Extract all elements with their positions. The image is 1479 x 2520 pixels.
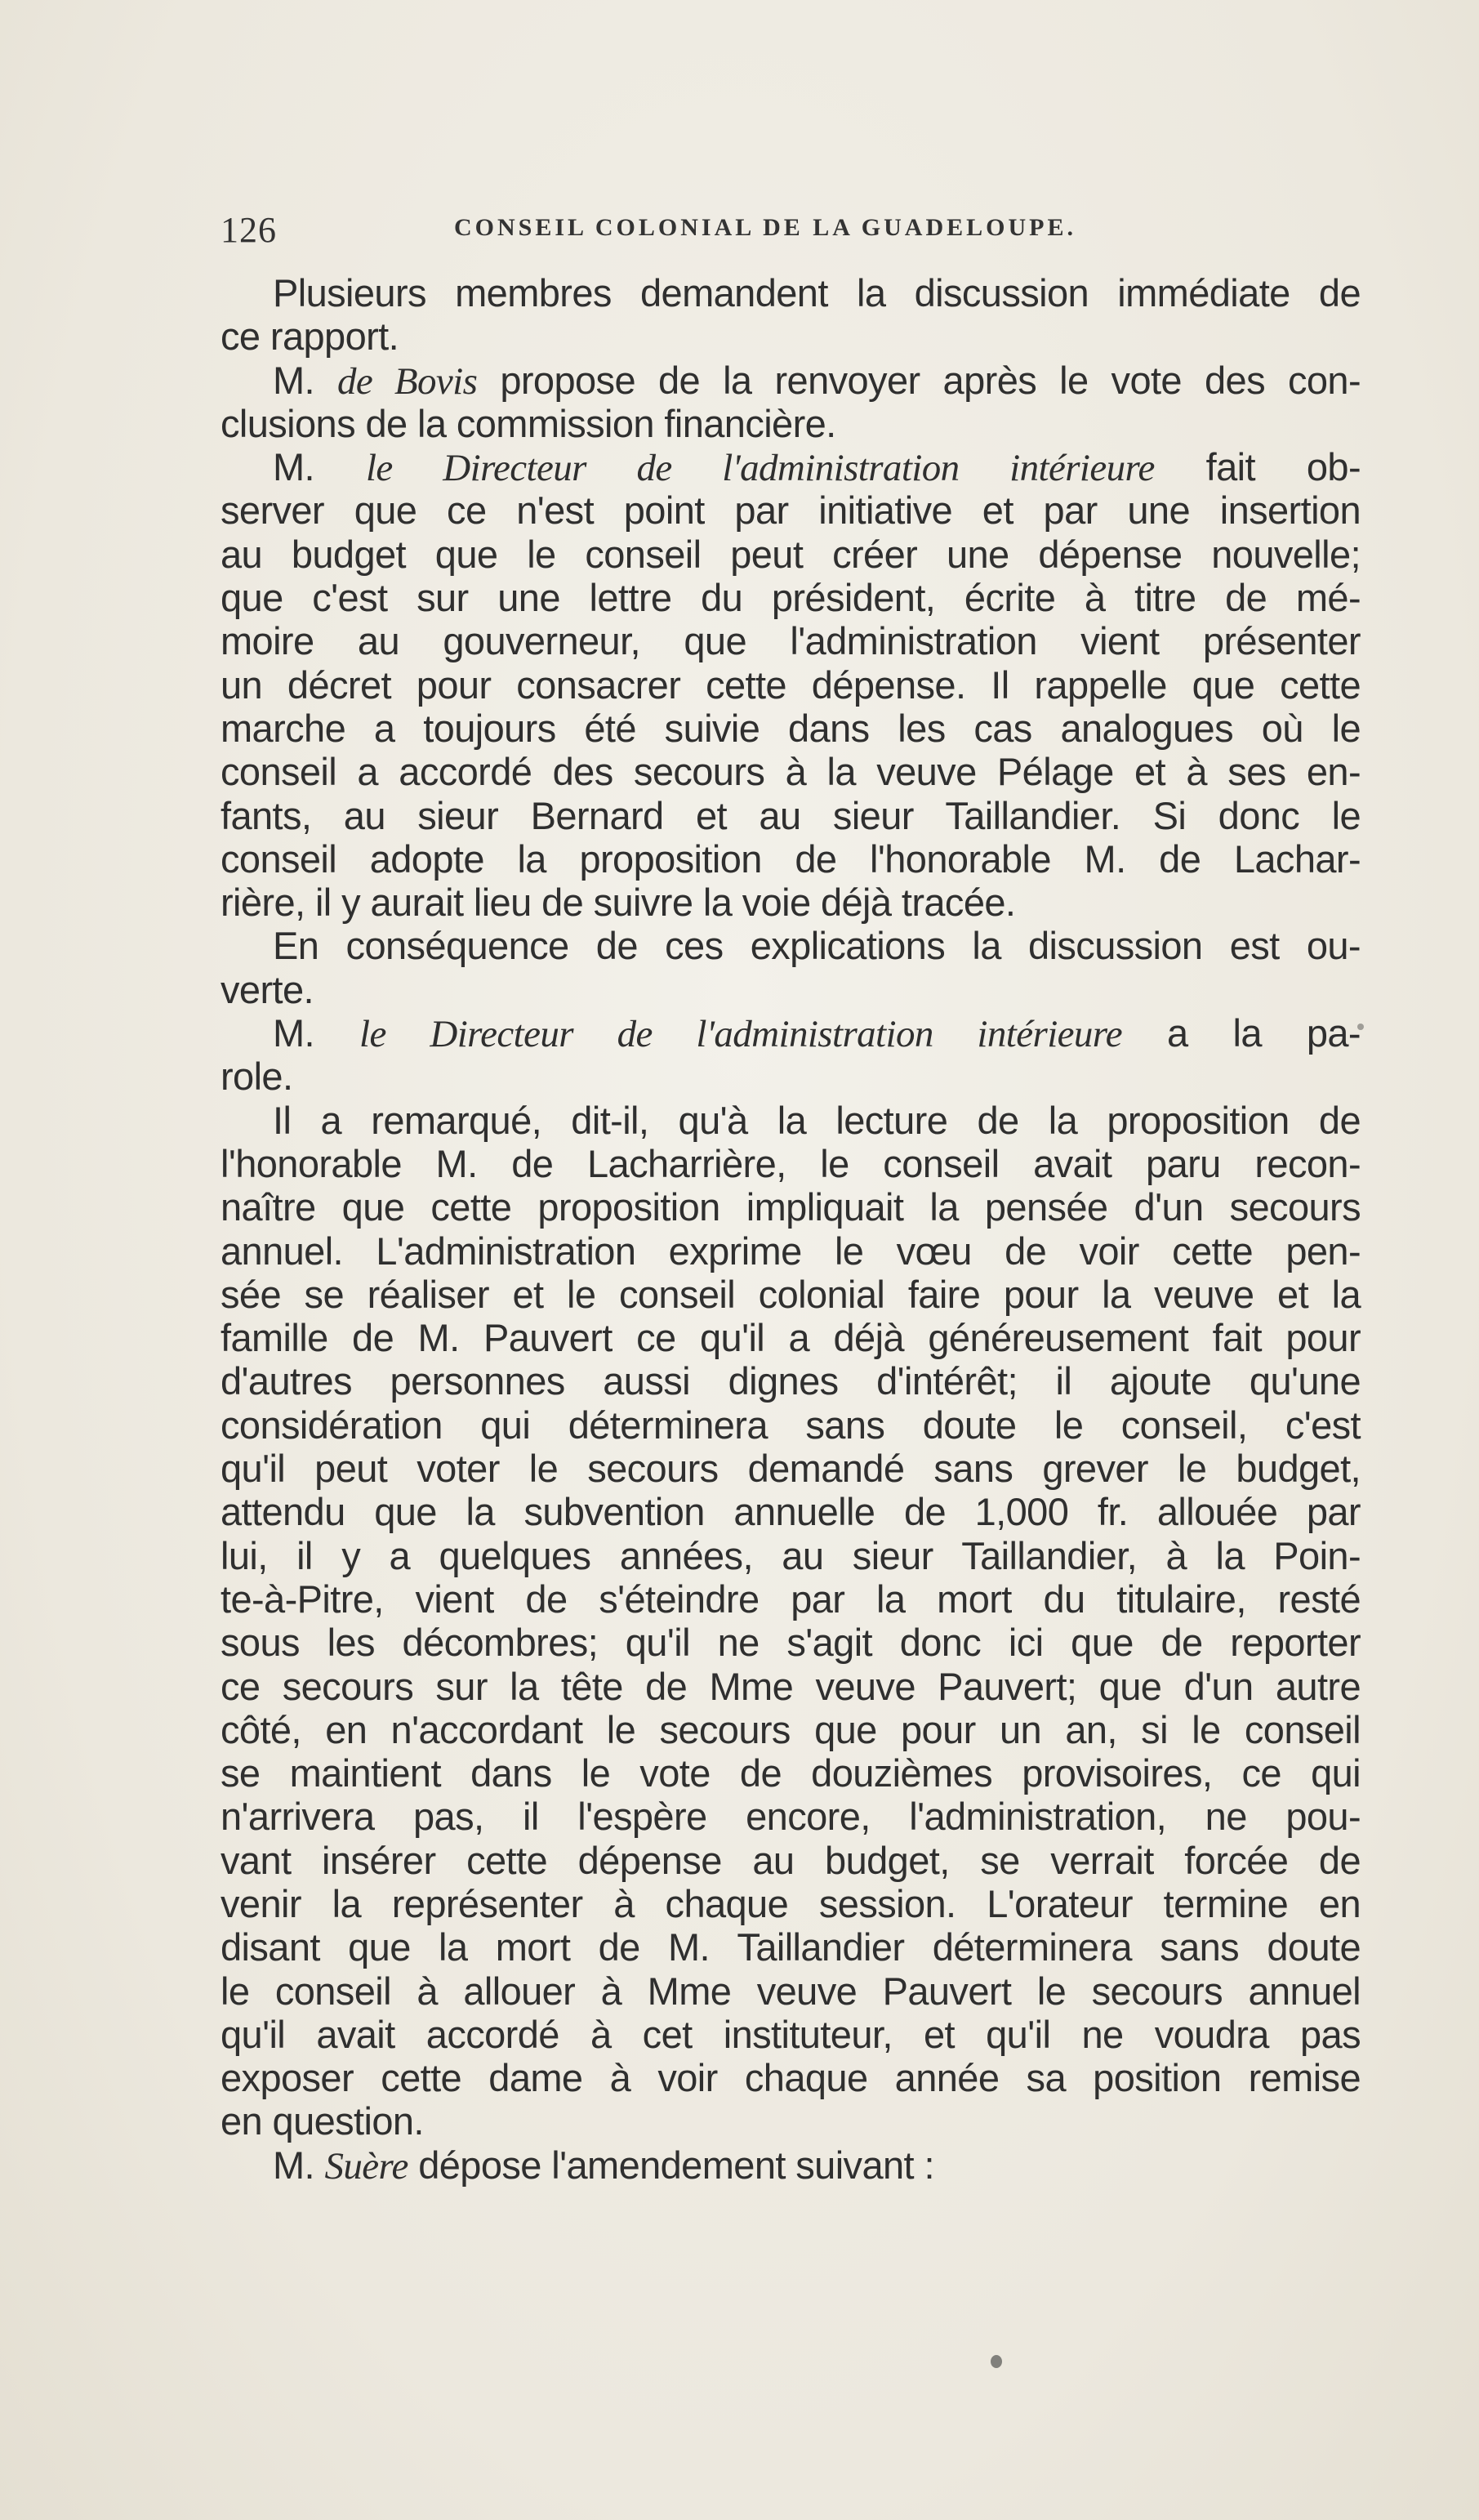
text-line <box>221 1229 1361 1273</box>
text-line <box>221 271 1361 314</box>
text-segment: ce rapport. <box>221 314 399 359</box>
text-segment: que c'est sur une lettre du président, écrite à titre de mé- <box>221 576 1361 620</box>
text-segment: venir la représenter à chaque session. L'orateur termine en <box>221 1881 1361 1925</box>
text-line <box>221 794 1361 837</box>
text-line <box>221 1665 1361 1708</box>
text-segment: vant insérer cette dépense au budget, se verrait forcée de <box>221 1838 1361 1882</box>
text-segment: dépose l'amendement suivant : <box>408 2143 934 2187</box>
text-segment: annuel. L'administration exprime le vœu de voir cette pen- <box>221 1229 1361 1273</box>
text-segment: M. <box>273 445 366 489</box>
text-segment: a la pa- <box>1122 1011 1361 1055</box>
speaker-name: de Bovis <box>337 359 478 403</box>
text-line <box>221 1403 1361 1447</box>
text-segment: moire au gouverneur, que l'administration vient présenter <box>221 619 1361 663</box>
speaker-name: Suère <box>324 2144 408 2188</box>
text-segment: qu'il avait accordé à cet instituteur, et qu'il ne voudra pas <box>221 2012 1361 2056</box>
text-line <box>221 576 1361 619</box>
text-line <box>221 314 1361 358</box>
text-segment: marche a toujours été suivie dans les cas analogues où le <box>221 706 1361 750</box>
text-line <box>221 1534 1361 1577</box>
text-segment: famille de M. Pauvert ce qu'il a déjà généreusement fait pour <box>221 1316 1361 1360</box>
speaker-name: le Directeur de l'administration intérieure <box>365 447 1155 490</box>
text-line <box>221 1142 1361 1185</box>
text-segment: côté, en n'accordant le secours que pour un an, si le conseil <box>221 1707 1361 1751</box>
text-segment: qu'il peut voter le secours demandé sans grever le budget, <box>221 1447 1361 1491</box>
text-line <box>221 1882 1361 1925</box>
text-line <box>221 881 1361 924</box>
text-line <box>221 488 1361 532</box>
text-line <box>221 1751 1361 1795</box>
text-line <box>221 1795 1361 1838</box>
text-segment: M. <box>273 1011 359 1055</box>
text-segment: propose de la renvoyer après le vote des con- <box>477 358 1361 402</box>
ink-spot <box>1357 1024 1364 1030</box>
text-line <box>221 1055 1361 1098</box>
text-line <box>221 663 1361 707</box>
text-line <box>221 968 1361 1011</box>
text-segment: au budget que le conseil peut créer une dépense nouvelle; <box>221 532 1361 576</box>
text-segment: sée se réaliser et le conseil colonial faire pour la veuve et la <box>221 1272 1361 1316</box>
text-line <box>221 1925 1361 1969</box>
text-segment: attendu que la subvention annuelle de 1,000 fr. allouée par <box>221 1490 1361 1534</box>
text-segment: se maintient dans le vote de douzièmes provisoires, ce qui <box>221 1751 1361 1795</box>
text-line <box>221 707 1361 750</box>
text-line <box>221 1708 1361 1751</box>
running-title: CONSEIL COLONIAL DE LA GUADELOUPE. <box>454 214 1076 241</box>
text-line <box>221 1099 1361 1142</box>
text-line <box>221 1447 1361 1490</box>
text-segment: n'arrivera pas, il l'espère encore, l'administration, ne pou- <box>221 1795 1361 1839</box>
text-segment: naître que cette proposition impliquait la pensée d'un secours <box>221 1185 1361 1229</box>
text-line <box>221 837 1361 881</box>
page-header <box>219 206 1362 255</box>
text-segment: considération qui déterminera sans doute le conseil, c'est <box>221 1403 1361 1447</box>
text-segment: le conseil à allouer à Mme veuve Pauvert le secours annuel <box>221 1969 1361 2013</box>
text-segment: fants, au sieur Bernard et au sieur Taillandier. Si donc le <box>221 793 1361 837</box>
text-segment: en question. <box>221 2099 424 2143</box>
text-segment: conseil a accordé des secours à la veuve Pélage et à ses en- <box>221 750 1361 794</box>
text-segment: verte. <box>221 967 314 1011</box>
text-line <box>221 2099 1361 2143</box>
body-text <box>221 271 1361 2187</box>
text-line <box>221 533 1361 576</box>
text-line <box>221 1577 1361 1621</box>
text-line <box>221 1316 1361 1359</box>
text-segment: rière, il y aurait lieu de suivre la voie déjà tracée. <box>221 881 1016 925</box>
text-segment: En conséquence de ces explications la discussion est ou- <box>273 924 1361 968</box>
text-line <box>221 445 1361 488</box>
text-segment: role. <box>221 1055 293 1099</box>
text-line <box>221 1011 1361 1055</box>
text-segment: lui, il y a quelques années, au sieur Taillandier, à la Poin- <box>221 1533 1361 1577</box>
text-line <box>221 2013 1361 2056</box>
text-line <box>221 750 1361 793</box>
text-line <box>221 1490 1361 1533</box>
text-segment: fait ob- <box>1154 445 1361 489</box>
page-number: 126 <box>221 210 277 250</box>
text-line <box>221 359 1361 402</box>
text-segment: te-à-Pitre, vient de s'éteindre par la mort du titulaire, resté <box>221 1577 1361 1621</box>
text-segment: server que ce n'est point par initiative et par une insertion <box>221 488 1361 533</box>
text-segment: conseil adopte la proposition de l'honorable M. de Lachar- <box>221 836 1361 881</box>
speaker-name: le Directeur de l'administration intérieure <box>359 1013 1123 1056</box>
text-segment: exposer cette dame à voir chaque année sa position remise <box>221 2056 1361 2100</box>
text-line <box>221 2143 1361 2187</box>
text-line <box>221 402 1361 445</box>
ink-spot <box>991 2355 1002 2368</box>
text-line <box>221 1969 1361 2013</box>
text-segment: clusions de la commission financière. <box>221 401 836 445</box>
text-segment: Plusieurs membres demandent la discussion immédiate de <box>273 271 1361 314</box>
text-segment: l'honorable M. de Lacharrière, le conseil avait paru recon- <box>221 1141 1361 1185</box>
text-line <box>221 1273 1361 1316</box>
text-segment: M. <box>273 358 338 402</box>
text-line <box>221 2056 1361 2099</box>
text-line <box>221 1359 1361 1403</box>
text-line <box>221 924 1361 967</box>
text-line <box>221 619 1361 662</box>
text-line <box>221 1621 1361 1664</box>
text-segment: Il a remarqué, dit-il, qu'à la lecture de la proposition de <box>273 1098 1361 1142</box>
text-segment: M. <box>273 2143 325 2187</box>
text-segment: d'autres personnes aussi dignes d'intérêt; il ajoute qu'une <box>221 1359 1361 1403</box>
text-segment: un décret pour consacrer cette dépense. Il rappelle que cette <box>221 662 1361 707</box>
text-segment: sous les décombres; qu'il ne s'agit donc ici que de reporter <box>221 1621 1361 1665</box>
text-segment: disant que la mort de M. Taillandier déterminera sans doute <box>221 1925 1361 1969</box>
text-line <box>221 1185 1361 1229</box>
text-segment: ce secours sur la tête de Mme veuve Pauvert; que d'un autre <box>221 1664 1361 1708</box>
text-line <box>221 1839 1361 1882</box>
